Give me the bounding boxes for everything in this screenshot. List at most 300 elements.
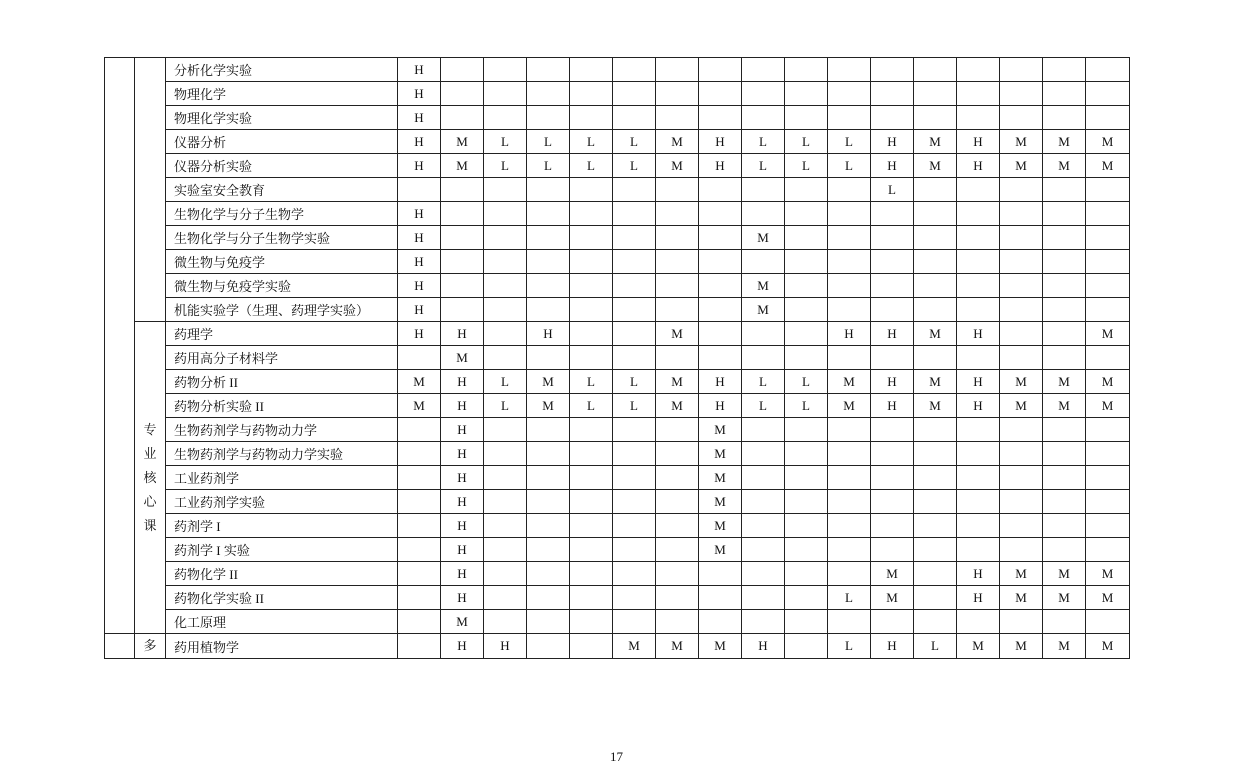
rating-cell [1000, 274, 1043, 298]
rating-cell [398, 418, 441, 442]
rating-cell: M [914, 322, 957, 346]
rating-cell [1000, 298, 1043, 322]
table-row [105, 514, 1130, 538]
rating-cell [1086, 442, 1130, 466]
rating-cell: M [656, 322, 699, 346]
rating-cell [441, 106, 484, 130]
rating-cell [1000, 178, 1043, 202]
table-row [105, 466, 1130, 490]
rating-cell [871, 106, 914, 130]
table-row [105, 394, 1130, 418]
rating-cell [441, 58, 484, 82]
rating-cell [914, 586, 957, 610]
rating-cell [398, 610, 441, 634]
table-row [105, 370, 1130, 394]
rating-cell [527, 106, 570, 130]
rating-cell [656, 418, 699, 442]
rating-cell [871, 82, 914, 106]
rating-cell: M [441, 346, 484, 370]
rating-cell [570, 82, 613, 106]
rating-cell [656, 274, 699, 298]
table-row [105, 538, 1130, 562]
rating-cell [613, 274, 656, 298]
rating-cell: M [699, 514, 742, 538]
rating-cell: M [1086, 586, 1130, 610]
course-name-cell: 仪器分析实验 [166, 154, 398, 178]
rating-cell [613, 610, 656, 634]
rating-cell [785, 226, 828, 250]
rating-cell [699, 106, 742, 130]
rating-cell [1000, 490, 1043, 514]
rating-cell [914, 466, 957, 490]
rating-cell: H [398, 82, 441, 106]
course-name-cell: 生物化学与分子生物学 [166, 202, 398, 226]
rating-cell [484, 346, 527, 370]
rating-cell: H [957, 322, 1000, 346]
rating-cell [957, 58, 1000, 82]
rating-cell [1000, 106, 1043, 130]
table-row [105, 490, 1130, 514]
rating-cell: H [398, 274, 441, 298]
rating-cell [570, 562, 613, 586]
rating-cell [613, 466, 656, 490]
rating-cell: M [699, 634, 742, 659]
rating-cell: H [398, 154, 441, 178]
rating-cell: H [441, 538, 484, 562]
rating-cell [914, 226, 957, 250]
rating-cell: L [742, 394, 785, 418]
rating-cell: M [957, 634, 1000, 659]
rating-cell [957, 250, 1000, 274]
rating-cell [484, 490, 527, 514]
rating-cell [1000, 82, 1043, 106]
rating-cell [828, 490, 871, 514]
table-row [105, 274, 1130, 298]
course-name-cell: 药物分析实验 II [166, 394, 398, 418]
rating-cell [441, 82, 484, 106]
rating-cell [785, 250, 828, 274]
rating-cell: H [699, 154, 742, 178]
table-row [105, 634, 1130, 659]
rating-cell [742, 346, 785, 370]
rating-cell [957, 274, 1000, 298]
rating-cell [484, 106, 527, 130]
rating-cell [484, 586, 527, 610]
rating-cell [1086, 250, 1130, 274]
rating-cell: M [1043, 370, 1086, 394]
course-name-cell: 物理化学实验 [166, 106, 398, 130]
rating-cell [957, 514, 1000, 538]
rating-cell [613, 490, 656, 514]
rating-cell [914, 274, 957, 298]
rating-cell [785, 178, 828, 202]
rating-cell [656, 514, 699, 538]
rating-cell: H [957, 370, 1000, 394]
rating-cell [785, 466, 828, 490]
rating-cell [828, 442, 871, 466]
rating-cell: M [914, 154, 957, 178]
outer-category-cell [105, 634, 135, 659]
table-row [105, 346, 1130, 370]
course-name-cell: 生物药剂学与药物动力学 [166, 418, 398, 442]
rating-cell [656, 226, 699, 250]
rating-cell: M [398, 394, 441, 418]
rating-cell [656, 58, 699, 82]
rating-cell [613, 202, 656, 226]
rating-cell: M [1000, 154, 1043, 178]
rating-cell [828, 418, 871, 442]
rating-cell: M [871, 562, 914, 586]
rating-cell [1000, 226, 1043, 250]
rating-cell [699, 202, 742, 226]
rating-cell [871, 274, 914, 298]
rating-cell [527, 586, 570, 610]
rating-cell [570, 490, 613, 514]
rating-cell: L [871, 178, 914, 202]
rating-cell [441, 178, 484, 202]
rating-cell [527, 514, 570, 538]
rating-cell: L [742, 130, 785, 154]
rating-cell [699, 82, 742, 106]
course-matrix-table [104, 57, 1130, 659]
rating-cell: H [484, 634, 527, 659]
rating-cell [828, 58, 871, 82]
outer-category-cell [105, 58, 135, 634]
rating-cell [656, 442, 699, 466]
rating-cell [656, 466, 699, 490]
rating-cell [1086, 274, 1130, 298]
rating-cell [785, 298, 828, 322]
rating-cell: L [828, 586, 871, 610]
rating-cell [957, 82, 1000, 106]
rating-cell [570, 202, 613, 226]
rating-cell [1086, 514, 1130, 538]
rating-cell [1043, 514, 1086, 538]
rating-cell [398, 586, 441, 610]
rating-cell [484, 562, 527, 586]
rating-cell [742, 562, 785, 586]
rating-cell: H [398, 250, 441, 274]
rating-cell [914, 538, 957, 562]
course-name-cell: 工业药剂学实验 [166, 490, 398, 514]
rating-cell [1086, 178, 1130, 202]
rating-cell: H [871, 154, 914, 178]
rating-cell [742, 610, 785, 634]
rating-cell [527, 178, 570, 202]
rating-cell [828, 466, 871, 490]
rating-cell [1086, 538, 1130, 562]
rating-cell [1086, 466, 1130, 490]
rating-cell [914, 106, 957, 130]
table-row [105, 442, 1130, 466]
rating-cell: M [742, 226, 785, 250]
rating-cell: H [441, 490, 484, 514]
course-name-cell: 仪器分析 [166, 130, 398, 154]
rating-cell [1000, 538, 1043, 562]
course-name-cell: 药用高分子材料学 [166, 346, 398, 370]
rating-cell [1043, 466, 1086, 490]
rating-cell [1000, 250, 1043, 274]
rating-cell [871, 58, 914, 82]
rating-cell: H [871, 322, 914, 346]
course-name-cell: 药剂学 I 实验 [166, 538, 398, 562]
rating-cell [871, 250, 914, 274]
rating-cell [785, 274, 828, 298]
rating-cell [613, 178, 656, 202]
rating-cell [914, 418, 957, 442]
course-name-cell: 机能实验学（生理、药理学实验） [166, 298, 398, 322]
rating-cell [828, 562, 871, 586]
rating-cell: M [398, 370, 441, 394]
rating-cell [527, 82, 570, 106]
rating-cell [828, 274, 871, 298]
rating-cell [1043, 442, 1086, 466]
rating-cell [527, 610, 570, 634]
rating-cell [484, 274, 527, 298]
rating-cell [570, 634, 613, 659]
matrix-body [105, 58, 1130, 659]
rating-cell [441, 250, 484, 274]
rating-cell: M [742, 298, 785, 322]
rating-cell: M [1043, 154, 1086, 178]
table-row [105, 562, 1130, 586]
rating-cell [398, 466, 441, 490]
course-name-cell: 分析化学实验 [166, 58, 398, 82]
rating-cell [1086, 490, 1130, 514]
rating-cell: H [398, 226, 441, 250]
rating-cell [828, 514, 871, 538]
table-row [105, 202, 1130, 226]
rating-cell [785, 322, 828, 346]
rating-cell [914, 178, 957, 202]
course-name-cell: 药理学 [166, 322, 398, 346]
rating-cell [1043, 178, 1086, 202]
rating-cell [1000, 58, 1043, 82]
course-group-cell: 多 [135, 634, 166, 659]
rating-cell [957, 298, 1000, 322]
rating-cell: L [914, 634, 957, 659]
rating-cell: L [570, 154, 613, 178]
rating-cell: H [871, 130, 914, 154]
rating-cell [527, 346, 570, 370]
table-row [105, 418, 1130, 442]
rating-cell [785, 442, 828, 466]
course-name-cell: 实验室安全教育 [166, 178, 398, 202]
rating-cell [656, 202, 699, 226]
rating-cell [527, 418, 570, 442]
rating-cell: H [441, 562, 484, 586]
rating-cell [828, 610, 871, 634]
rating-cell: H [441, 586, 484, 610]
rating-cell: H [398, 202, 441, 226]
rating-cell [656, 538, 699, 562]
rating-cell: L [828, 634, 871, 659]
rating-cell [871, 466, 914, 490]
rating-cell: M [441, 154, 484, 178]
rating-cell [527, 226, 570, 250]
rating-cell: M [1000, 634, 1043, 659]
rating-cell [527, 58, 570, 82]
rating-cell: M [656, 130, 699, 154]
rating-cell [484, 466, 527, 490]
rating-cell [656, 346, 699, 370]
rating-cell [742, 418, 785, 442]
rating-cell: H [441, 322, 484, 346]
rating-cell [527, 250, 570, 274]
rating-cell [1043, 298, 1086, 322]
course-name-cell: 药用植物学 [166, 634, 398, 659]
rating-cell [828, 250, 871, 274]
rating-cell: L [785, 130, 828, 154]
rating-cell: L [742, 154, 785, 178]
rating-cell [527, 634, 570, 659]
rating-cell: M [441, 610, 484, 634]
rating-cell [914, 250, 957, 274]
rating-cell [1086, 298, 1130, 322]
rating-cell [957, 226, 1000, 250]
rating-cell [484, 82, 527, 106]
rating-cell: M [1086, 370, 1130, 394]
rating-cell [1000, 466, 1043, 490]
rating-cell [914, 58, 957, 82]
rating-cell: L [484, 394, 527, 418]
course-name-cell: 微生物与免疫学 [166, 250, 398, 274]
rating-cell [785, 538, 828, 562]
rating-cell: H [871, 394, 914, 418]
rating-cell: H [441, 394, 484, 418]
rating-cell [570, 106, 613, 130]
rating-cell: H [398, 298, 441, 322]
rating-cell: M [441, 130, 484, 154]
rating-cell [828, 538, 871, 562]
rating-cell [484, 178, 527, 202]
rating-cell [742, 490, 785, 514]
rating-cell [656, 490, 699, 514]
rating-cell: M [1086, 562, 1130, 586]
rating-cell [484, 514, 527, 538]
rating-cell [828, 178, 871, 202]
rating-cell [742, 58, 785, 82]
rating-cell [785, 418, 828, 442]
rating-cell [914, 298, 957, 322]
rating-cell [527, 490, 570, 514]
table-row [105, 154, 1130, 178]
rating-cell [570, 346, 613, 370]
rating-cell [484, 226, 527, 250]
rating-cell [484, 202, 527, 226]
rating-cell [613, 346, 656, 370]
rating-cell: M [1000, 370, 1043, 394]
rating-cell: H [957, 394, 1000, 418]
rating-cell: L [527, 130, 570, 154]
rating-cell [484, 418, 527, 442]
course-name-cell: 微生物与免疫学实验 [166, 274, 398, 298]
rating-cell [613, 442, 656, 466]
rating-cell [1043, 226, 1086, 250]
rating-cell [957, 490, 1000, 514]
rating-cell [570, 466, 613, 490]
rating-cell [828, 346, 871, 370]
rating-cell: M [1086, 154, 1130, 178]
rating-cell [699, 562, 742, 586]
rating-cell: H [398, 322, 441, 346]
rating-cell [742, 586, 785, 610]
rating-cell [1086, 82, 1130, 106]
rating-cell [914, 442, 957, 466]
rating-cell [570, 298, 613, 322]
rating-cell [1043, 322, 1086, 346]
rating-cell [527, 466, 570, 490]
course-name-cell: 药剂学 I [166, 514, 398, 538]
rating-cell [613, 322, 656, 346]
rating-cell: H [699, 130, 742, 154]
rating-cell [914, 562, 957, 586]
rating-cell [699, 274, 742, 298]
rating-cell [742, 250, 785, 274]
rating-cell [699, 322, 742, 346]
rating-cell [656, 610, 699, 634]
rating-cell [1086, 226, 1130, 250]
table-row [105, 226, 1130, 250]
rating-cell: H [871, 370, 914, 394]
rating-cell [785, 106, 828, 130]
rating-cell [613, 226, 656, 250]
rating-cell [398, 562, 441, 586]
rating-cell [527, 298, 570, 322]
rating-cell: H [441, 634, 484, 659]
rating-cell [699, 346, 742, 370]
rating-cell [484, 250, 527, 274]
rating-cell [1000, 442, 1043, 466]
rating-cell [914, 514, 957, 538]
rating-cell: M [1086, 130, 1130, 154]
rating-cell [1043, 538, 1086, 562]
rating-cell [398, 538, 441, 562]
rating-cell [1000, 346, 1043, 370]
rating-cell [742, 466, 785, 490]
rating-cell [699, 178, 742, 202]
rating-cell [785, 346, 828, 370]
rating-cell: H [441, 418, 484, 442]
rating-cell [742, 538, 785, 562]
rating-cell [656, 298, 699, 322]
rating-cell [742, 442, 785, 466]
rating-cell: M [613, 634, 656, 659]
rating-cell [570, 538, 613, 562]
rating-cell [441, 226, 484, 250]
rating-cell [785, 490, 828, 514]
rating-cell [613, 250, 656, 274]
rating-cell [570, 610, 613, 634]
rating-cell [957, 466, 1000, 490]
rating-cell [742, 202, 785, 226]
rating-cell [1086, 346, 1130, 370]
rating-cell: M [1043, 130, 1086, 154]
rating-cell [484, 298, 527, 322]
rating-cell: H [398, 130, 441, 154]
rating-cell [570, 586, 613, 610]
rating-cell [957, 346, 1000, 370]
table-row [105, 130, 1130, 154]
rating-cell [914, 202, 957, 226]
rating-cell [398, 346, 441, 370]
rating-cell [1000, 514, 1043, 538]
rating-cell [828, 226, 871, 250]
rating-cell [527, 562, 570, 586]
rating-cell [1043, 274, 1086, 298]
rating-cell [1043, 250, 1086, 274]
rating-cell [828, 298, 871, 322]
